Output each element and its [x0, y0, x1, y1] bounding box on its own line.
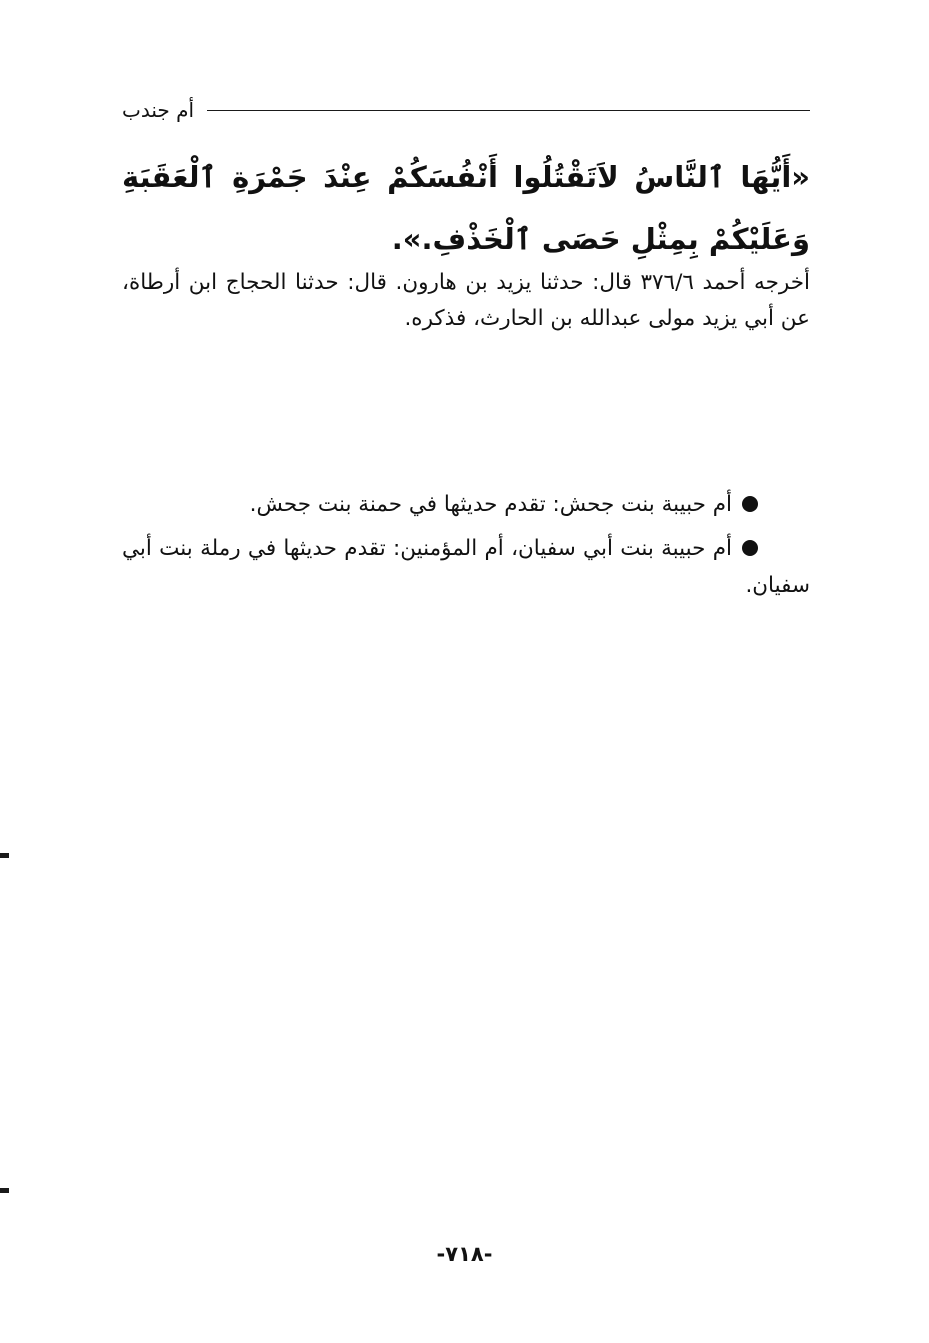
page-number: -٧١٨- [436, 1242, 493, 1266]
scan-margin-mark [0, 1188, 9, 1193]
bullet-item [122, 530, 810, 604]
bullet-list [122, 486, 810, 611]
bullet-text: أم حبيبة بنت أبي سفيان، أم المؤمنين: تقدم حديثها في رملة بنت أبي سفيان. [122, 536, 810, 598]
bullet-text: أم حبيبة بنت جحش: تقدم حديثها في حمنة بنت جحش. [249, 492, 732, 517]
running-header [122, 94, 810, 128]
hadith-text: «أَيُّهَا ٱلنَّاسُ لاَتَقْتُلُوا أَنْفُسَكُمْ عِنْدَ جَمْرَةِ ٱلْعَقَبَةِ وَعَلَيْكُمْ بِمِثْلِ حَصَى ٱلْخَذْفِ.». [122, 160, 810, 256]
bullet-icon [742, 540, 758, 556]
running-title: أم جندب [122, 98, 195, 122]
scan-margin-mark [0, 853, 9, 858]
bullet-icon [742, 496, 758, 512]
bullet-item [122, 486, 810, 523]
header-rule [207, 110, 810, 111]
takhrij-paragraph: أخرجه أحمد ٣٧٦/٦ قال: حدثنا يزيد بن هارون. قال: حدثنا الحجاج ابن أرطاة، عن أبي يزيد مولى عبدالله بن الحارث، فذكره. [122, 270, 810, 331]
